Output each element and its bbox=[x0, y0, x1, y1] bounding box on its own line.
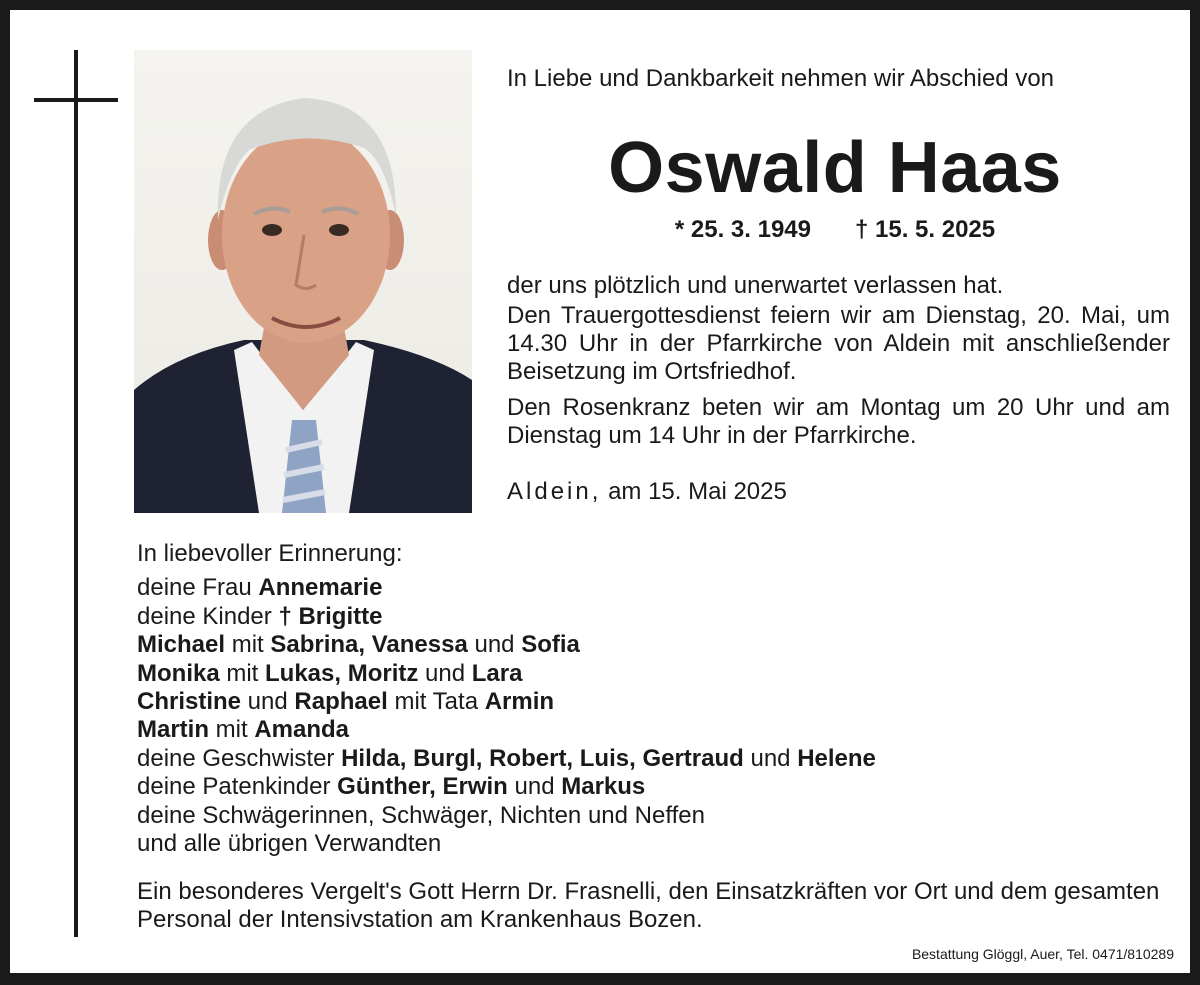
mourner-relation: mit Tata bbox=[387, 688, 485, 716]
mourner-relation: und bbox=[241, 688, 295, 716]
cross-horizontal-bar bbox=[34, 98, 118, 102]
sudden-death-line: der uns plötzlich und unerwartet verlassen hat. bbox=[507, 272, 1004, 299]
mourner-name: Günther, Erwin bbox=[337, 773, 508, 801]
mourner-name: Hilda, Burgl, Robert, Luis, Gertraud bbox=[341, 744, 744, 772]
mourner-relation: und bbox=[507, 773, 562, 801]
funeral-service-text: Den Trauergottesdienst feiern wir am Dienstag, 20. Mai, um 14.30 Uhr in der Pfarrkirche von Aldein mit anschließender Beisetzung im Ortsfriedhof. bbox=[507, 302, 1170, 385]
mourner-name: Amanda bbox=[254, 716, 350, 744]
mourner-relation: deine Schwägerinnen, Schwäger, Nichten und Neffen bbox=[137, 801, 705, 829]
mourner-relation: deine Frau bbox=[137, 574, 259, 602]
mourner-name: Lara bbox=[471, 659, 523, 687]
mourner-relation: deine Kinder bbox=[137, 602, 279, 630]
mourner-line bbox=[137, 574, 1137, 602]
portrait-illustration bbox=[134, 50, 472, 513]
rosary-text: Den Rosenkranz beten wir am Montag um 20 Uhr und am Dienstag um 14 Uhr in der Pfarrkirche. bbox=[507, 394, 1170, 449]
mourner-name: Helene bbox=[797, 744, 876, 772]
mourner-relation: deine Geschwister bbox=[137, 744, 342, 772]
thanks-text: Ein besonderes Vergelt's Gott Herrn Dr. Frasnelli, den Einsatzkräften vor Ort und dem gesamten Personal der Intensivstation am Krankenhaus Bozen. bbox=[137, 878, 1160, 933]
mourner-relation: mit bbox=[225, 631, 271, 659]
mourner-name: Lukas, Moritz bbox=[265, 659, 419, 687]
funeral-home-info: Bestattung Glöggl, Auer, Tel. 0471/810289 bbox=[911, 946, 1174, 962]
place-name: Aldein, bbox=[507, 478, 602, 505]
mourner-line bbox=[137, 745, 1137, 773]
mourner-line bbox=[137, 688, 1137, 716]
death-date: † 15. 5. 2025 bbox=[855, 216, 996, 243]
life-dates bbox=[500, 215, 1170, 245]
mourner-name: Sabrina, Vanessa bbox=[270, 631, 468, 659]
mourner-name: Armin bbox=[484, 688, 555, 716]
mourner-relation: und bbox=[418, 659, 472, 687]
mourner-name: Raphael bbox=[294, 688, 388, 716]
mourner-name: Annemarie bbox=[258, 574, 383, 602]
mourners-lines bbox=[137, 574, 1137, 858]
mourner-line bbox=[137, 603, 1137, 631]
mourner-line bbox=[137, 631, 1137, 659]
portrait-photo bbox=[134, 50, 472, 513]
mourner-name: † Brigitte bbox=[278, 602, 383, 630]
mourner-name: Martin bbox=[137, 716, 209, 744]
mourner-name: Sofia bbox=[521, 631, 580, 659]
mourner-line bbox=[137, 802, 1137, 830]
birth-date: * 25. 3. 1949 bbox=[674, 216, 811, 243]
mourner-line bbox=[137, 830, 1137, 858]
cross-vertical-bar bbox=[74, 50, 78, 937]
mourner-name: Michael bbox=[137, 631, 226, 659]
mourner-name: Markus bbox=[561, 773, 646, 801]
mourner-relation: und bbox=[743, 744, 798, 772]
mourners-heading: In liebevoller Erinnerung: bbox=[137, 540, 403, 567]
mourner-relation: mit bbox=[209, 716, 255, 744]
mourners-list bbox=[137, 540, 1137, 858]
mourner-line bbox=[137, 716, 1137, 744]
place-and-date bbox=[507, 478, 1170, 506]
mourner-relation: und bbox=[467, 631, 522, 659]
intro-text: In Liebe und Dankbarkeit nehmen wir Abschied von bbox=[507, 65, 1055, 92]
mourner-name: Christine bbox=[137, 688, 242, 716]
mourner-relation: mit bbox=[219, 659, 266, 687]
mourner-relation: und alle übrigen Verwandten bbox=[137, 830, 442, 858]
deceased-name: Oswald Haas bbox=[608, 128, 1062, 208]
notice-date: am 15. Mai 2025 bbox=[608, 478, 787, 505]
mourner-relation: deine Patenkinder bbox=[137, 773, 338, 801]
mourner-line bbox=[137, 660, 1137, 688]
mourner-name: Monika bbox=[137, 659, 220, 687]
mourner-line bbox=[137, 773, 1137, 801]
